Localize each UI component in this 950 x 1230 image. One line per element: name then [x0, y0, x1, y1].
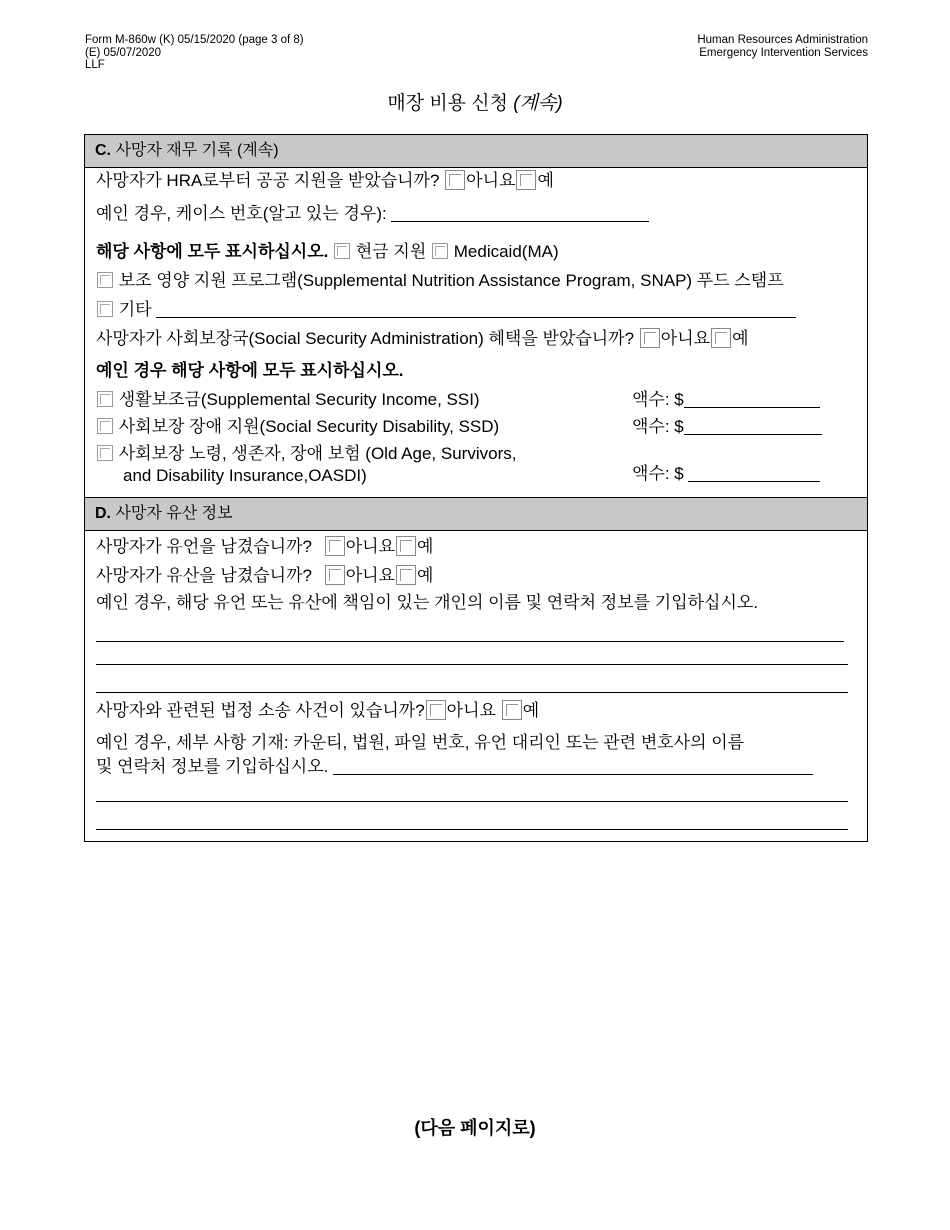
court-yes-checkbox[interactable] — [502, 700, 522, 720]
oasdi-amount — [632, 463, 820, 485]
ssa-question-row — [96, 328, 749, 350]
other-field[interactable] — [156, 299, 796, 318]
ssa-yes-checkbox[interactable] — [711, 328, 731, 348]
section-d-header: D. 사망자 유산 정보 — [85, 497, 867, 531]
estate-no-label: 아니요 — [345, 566, 395, 585]
check-all-label: 해당 사항에 모두 표시하십시오. — [96, 242, 329, 261]
cash-label: 현금 지원 — [355, 242, 427, 261]
court-no-label: 아니요 — [446, 701, 496, 720]
ssa-check-all: 예인 경우 해당 사항에 모두 표시하십시오. — [96, 361, 404, 380]
medicaid-label: Medicaid(MA) — [453, 242, 559, 261]
title-continued: (계속) — [513, 93, 563, 114]
will-no-label: 아니요 — [345, 537, 395, 556]
court-details-line2: 및 연락처 정보를 기입하십시오. — [96, 757, 329, 776]
medicaid-checkbox[interactable] — [432, 243, 448, 259]
benefits-row — [96, 241, 559, 263]
other-checkbox[interactable] — [97, 301, 113, 317]
ssd-row — [96, 416, 499, 438]
snap-row — [96, 270, 784, 292]
ssa-no-label: 아니요 — [660, 329, 711, 348]
case-number-label: 예인 경우, 케이스 번호(알고 있는 경우): — [96, 204, 387, 223]
form-code: LLF — [85, 59, 105, 71]
estate-yes-label: 예 — [416, 566, 434, 585]
estate-question-row — [96, 565, 433, 587]
snap-checkbox[interactable] — [97, 272, 113, 288]
court-details-field[interactable] — [333, 756, 813, 775]
agency-name: Human Resources Administration — [697, 34, 868, 46]
ssa-question: 사망자가 사회보장국(Social Security Administration) 혜택을 받았습니까? — [96, 329, 635, 348]
court-no-checkbox[interactable] — [426, 700, 446, 720]
ssi-amount-field[interactable] — [684, 389, 820, 408]
ssd-amount — [632, 416, 822, 438]
ssd-amount-field[interactable] — [684, 416, 822, 435]
ssa-no-checkbox[interactable] — [640, 328, 660, 348]
estate-no-checkbox[interactable] — [325, 565, 345, 585]
page-title: 매장 비용 신청 (계속) — [387, 93, 563, 114]
form-english-date: (E) 05/07/2020 — [85, 46, 162, 59]
case-number-row — [96, 203, 649, 225]
contact-line-1[interactable] — [96, 641, 844, 642]
ssi-amount-label: 액수: $ — [632, 390, 684, 409]
other-row — [96, 299, 796, 321]
will-question-row — [96, 536, 433, 558]
form-number: Form M-860w (K) 05/15/2020 (page 3 of 8) — [85, 34, 304, 46]
continue-next-page: (다음 페이지로) — [414, 1118, 536, 1138]
hra-no-checkbox[interactable] — [445, 170, 465, 190]
court-yes-label: 예 — [522, 701, 540, 720]
snap-label: 보조 영양 지원 프로그램(Supplemental Nutrition Assistance Program, SNAP) 푸드 스탬프 — [118, 271, 784, 290]
contact-line-2[interactable] — [96, 664, 848, 665]
oasdi-amount-field[interactable] — [688, 463, 820, 482]
oasdi-label-line2: and Disability Insurance,OASDI) — [123, 466, 367, 485]
case-number-field[interactable] — [391, 203, 649, 222]
ssd-amount-label: 액수: $ — [632, 417, 684, 436]
court-line-3[interactable] — [96, 829, 848, 830]
will-question: 사망자가 유언을 남겼습니까? — [96, 537, 312, 556]
will-yes-label: 예 — [416, 537, 434, 556]
court-details-row — [96, 756, 813, 778]
ssi-label: 생활보조금(Supplemental Security Income, SSI) — [118, 390, 480, 409]
oasdi-amount-label: 액수: $ — [632, 464, 684, 483]
oasdi-label-line1: 사회보장 노령, 생존자, 장애 보험 (Old Age, Survivors, — [118, 444, 517, 463]
hra-question-row — [96, 170, 554, 192]
contact-instruction: 예인 경우, 해당 유언 또는 유산에 책임이 있는 개인의 이름 및 연락처 정보를 기입하십시오. — [96, 593, 759, 612]
ssd-checkbox[interactable] — [97, 418, 113, 434]
ssa-yes-label: 예 — [732, 329, 749, 348]
oasdi-row — [96, 443, 516, 465]
will-yes-checkbox[interactable] — [396, 536, 416, 556]
hra-yes-checkbox[interactable] — [516, 170, 536, 190]
ssi-amount — [632, 389, 820, 411]
agency-division: Emergency Intervention Services — [699, 46, 868, 59]
court-details-line1: 예인 경우, 세부 사항 기재: 카운티, 법원, 파일 번호, 유언 대리인 또는 관련 변호사의 이름 — [96, 733, 745, 752]
other-label: 기타 — [118, 300, 152, 319]
oasdi-checkbox[interactable] — [97, 445, 113, 461]
cash-checkbox[interactable] — [334, 243, 350, 259]
court-question: 사망자와 관련된 법정 소송 사건이 있습니까? — [96, 701, 425, 720]
section-c-header: C. 사망자 재무 기록 (계속) — [85, 135, 867, 168]
hra-question: 사망자가 HRA로부터 공공 지원을 받았습니까? — [96, 171, 440, 190]
estate-yes-checkbox[interactable] — [396, 565, 416, 585]
ssi-checkbox[interactable] — [97, 391, 113, 407]
agency-block — [697, 34, 868, 59]
form-frame — [84, 134, 868, 842]
ssd-label: 사회보장 장애 지원(Social Security Disability, SSD) — [118, 417, 500, 436]
ssi-row — [96, 389, 480, 411]
estate-question: 사망자가 유산을 남겼습니까? — [96, 566, 312, 585]
will-no-checkbox[interactable] — [325, 536, 345, 556]
contact-line-3[interactable] — [96, 692, 848, 693]
court-question-row — [96, 700, 539, 722]
form-id-block — [85, 34, 304, 72]
hra-no-label: 아니요 — [466, 171, 516, 190]
court-line-2[interactable] — [96, 801, 848, 802]
hra-yes-label: 예 — [537, 171, 554, 190]
